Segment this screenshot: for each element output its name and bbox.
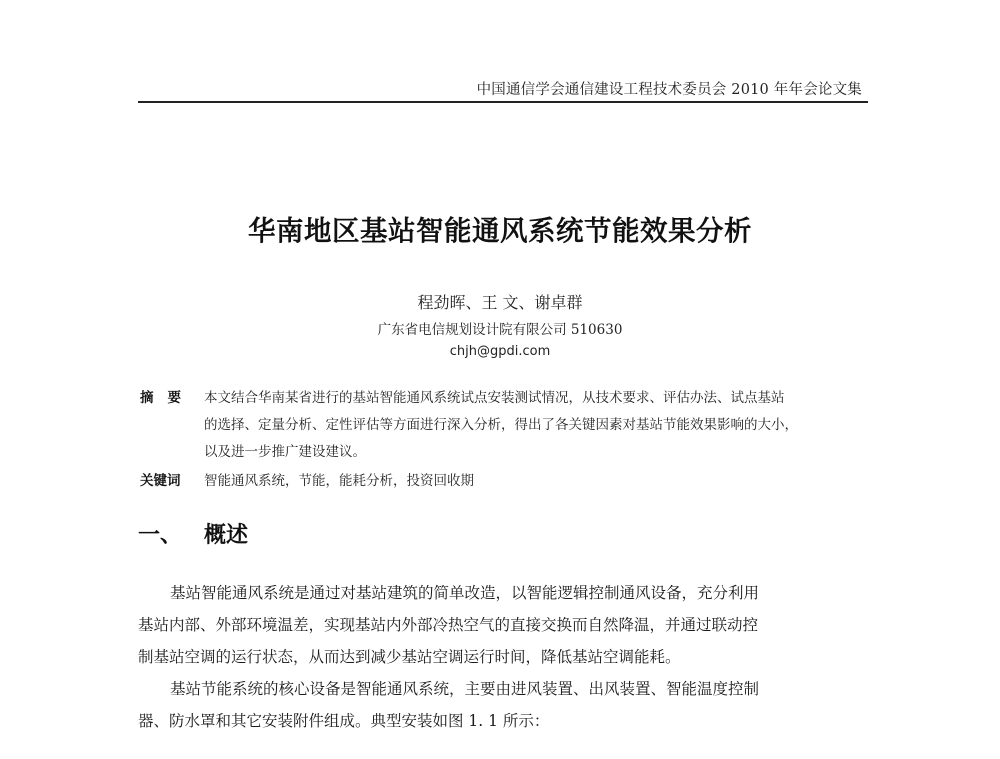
section-title: 概述 [204,523,249,548]
body-line: 器、防水罩和其它安装附件组成。典型安装如图 1. 1 所示： [138,712,550,730]
body-line: 基站节能系统的核心设备是智能通风系统，主要由进风装置、出风装置、智能温度控制 [170,680,760,698]
keywords-text: 智能通风系统，节能，能耗分析，投资回收期 [204,473,474,489]
authors: 程劲晖、王 文、谢卓群 [417,293,583,312]
body-line: 制基站空调的运行状态，从而达到减少基站空调运行时间，降低基站空调能耗。 [138,648,681,666]
paper-title: 华南地区基站智能通风系统节能效果分析 [248,215,752,247]
section-number: 一、 [138,523,183,548]
author-email: chjh@gpdi.com [449,344,551,359]
affiliation: 广东省电信规划设计院有限公司 510630 [377,322,623,338]
abstract-line: 以及进一步推广建设建议。 [204,444,366,460]
header-rule [138,101,868,103]
running-head: 中国通信学会通信建设工程技术委员会 2010 年年会论文集 [476,82,862,98]
abstract-label: 摘要 [140,390,195,406]
keywords-label: 关键词 [140,473,181,489]
section-heading [138,518,248,549]
body-line: 基站智能通风系统是通过对基站建筑的简单改造，以智能逻辑控制通风设备，充分利用 [170,584,760,602]
abstract-line: 本文结合华南某省进行的基站智能通风系统试点安装测试情况，从技术要求、评估办法、试点基站 [204,390,785,406]
abstract-line: 的选择、定量分析、定性评估等方面进行深入分析，得出了各关键因素对基站节能效果影响的大小， [204,417,798,433]
body-line: 基站内部、外部环境温差，实现基站内外部冷热空气的直接交换而自然降温，并通过联动控 [138,616,759,634]
